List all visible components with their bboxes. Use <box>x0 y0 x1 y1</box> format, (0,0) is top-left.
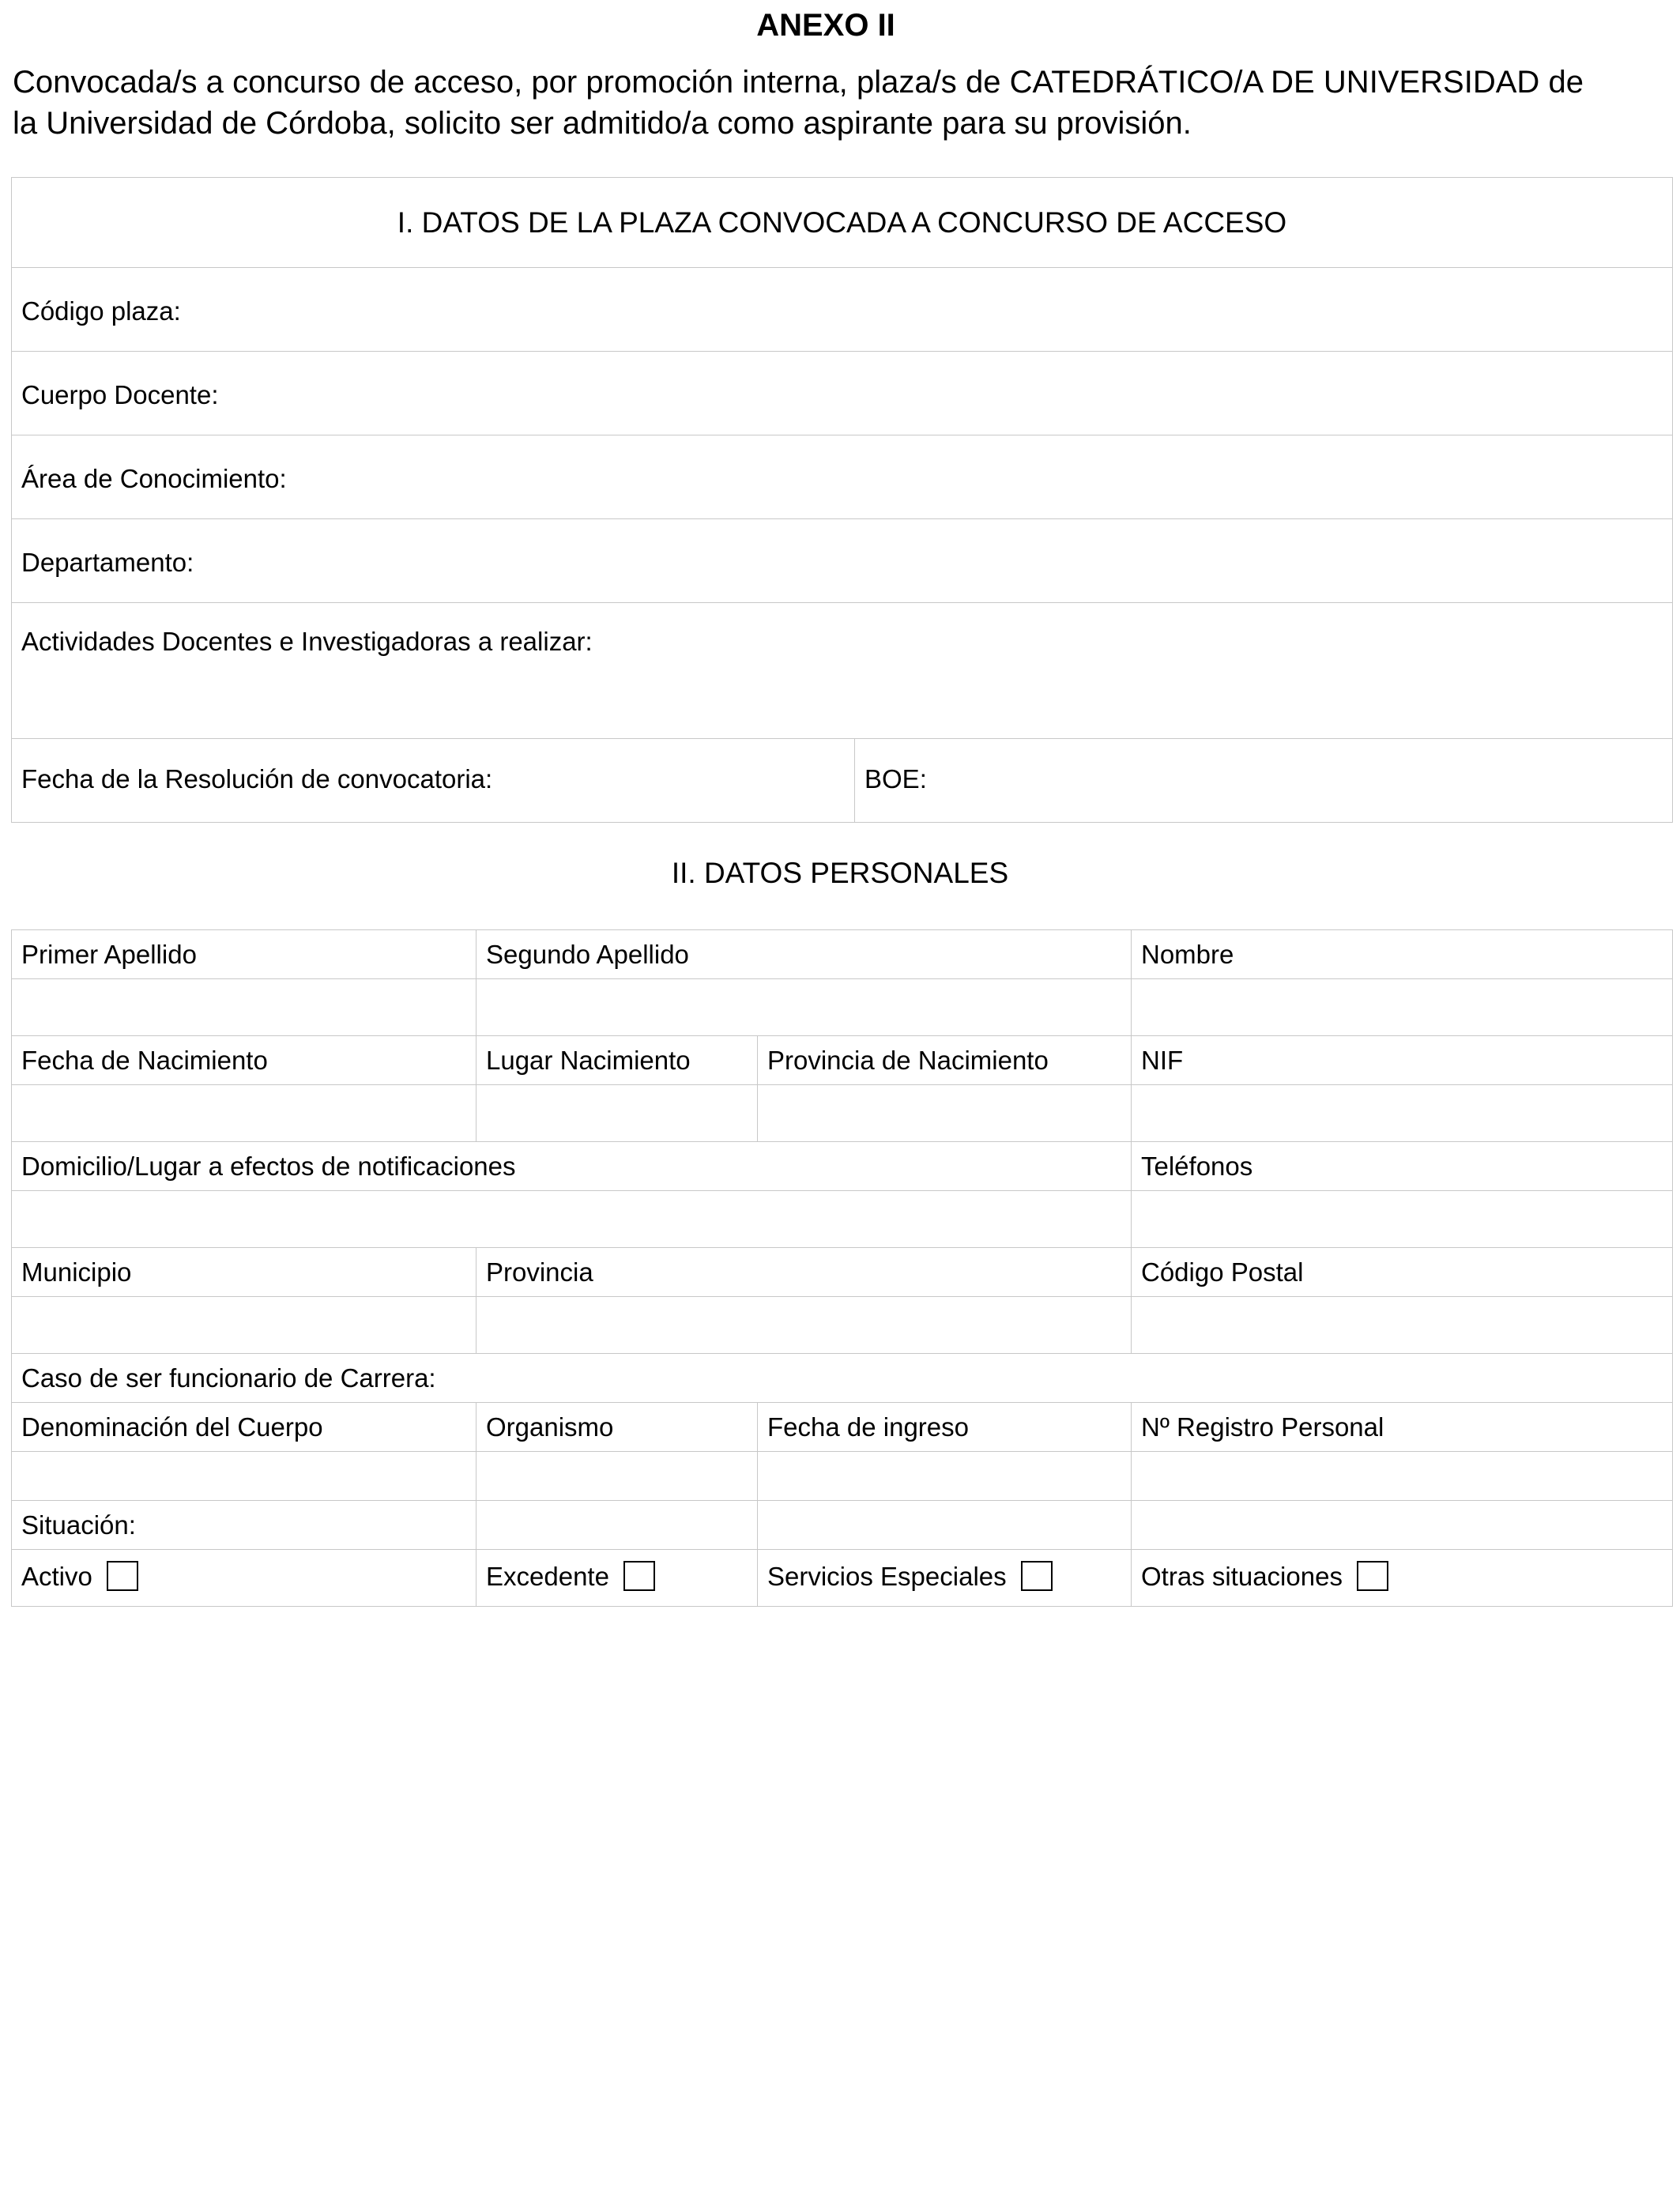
actividades-field[interactable]: Actividades Docentes e Investigadoras a realizar: <box>12 603 1673 739</box>
telefonos-label: Teléfonos <box>1132 1142 1673 1191</box>
situacion-empty-cell <box>477 1501 758 1550</box>
activo-checkbox[interactable] <box>107 1561 138 1591</box>
codigo-postal-label: Código Postal <box>1132 1248 1673 1297</box>
fecha-resolucion-field[interactable]: Fecha de la Resolución de convocatoria: <box>12 739 855 823</box>
denominacion-cuerpo-input[interactable] <box>12 1452 477 1501</box>
situacion-empty-cell <box>758 1501 1132 1550</box>
lugar-nacimiento-input[interactable] <box>477 1085 758 1142</box>
excedente-checkbox[interactable] <box>623 1561 655 1591</box>
section1-table <box>11 177 1673 823</box>
provincia-nacimiento-label: Provincia de Nacimiento <box>758 1036 1132 1085</box>
organismo-input[interactable] <box>477 1452 758 1501</box>
provincia-nacimiento-input[interactable] <box>758 1085 1132 1142</box>
nif-label: NIF <box>1132 1036 1673 1085</box>
servicios-especiales-label: Servicios Especiales <box>767 1562 1007 1592</box>
codigo-plaza-field[interactable]: Código plaza: <box>12 268 1673 352</box>
domicilio-input[interactable] <box>12 1191 1132 1248</box>
area-conocimiento-field[interactable]: Área de Conocimiento: <box>12 435 1673 519</box>
codigo-postal-input[interactable] <box>1132 1297 1673 1354</box>
registro-personal-input[interactable] <box>1132 1452 1673 1501</box>
funcionario-label: Caso de ser funcionario de Carrera: <box>12 1354 1673 1403</box>
provincia-input[interactable] <box>477 1297 1132 1354</box>
section2-heading: II. DATOS PERSONALES <box>671 857 1009 889</box>
primer-apellido-label: Primer Apellido <box>12 930 477 979</box>
lugar-nacimiento-label: Lugar Nacimiento <box>477 1036 758 1085</box>
situacion-label: Situación: <box>12 1501 477 1550</box>
situacion-empty-cell <box>1132 1501 1673 1550</box>
servicios-especiales-option <box>758 1550 1132 1607</box>
telefonos-input[interactable] <box>1132 1191 1673 1248</box>
excedente-label: Excedente <box>486 1562 609 1592</box>
registro-personal-label: Nº Registro Personal <box>1132 1403 1673 1452</box>
fecha-nacimiento-input[interactable] <box>12 1085 477 1142</box>
section1-heading: I. DATOS DE LA PLAZA CONVOCADA A CONCURSO DE ACCESO <box>12 178 1673 268</box>
boe-field[interactable]: BOE: <box>855 739 1673 823</box>
organismo-label: Organismo <box>477 1403 758 1452</box>
page-title: ANEXO II <box>756 8 895 43</box>
municipio-label: Municipio <box>12 1248 477 1297</box>
segundo-apellido-input[interactable] <box>477 979 1132 1036</box>
domicilio-label: Domicilio/Lugar a efectos de notificaciones <box>12 1142 1132 1191</box>
nombre-label: Nombre <box>1132 930 1673 979</box>
cuerpo-docente-field[interactable]: Cuerpo Docente: <box>12 352 1673 435</box>
fecha-nacimiento-label: Fecha de Nacimiento <box>12 1036 477 1085</box>
activo-label: Activo <box>21 1562 92 1592</box>
excedente-option <box>477 1550 758 1607</box>
intro-paragraph: Convocada/s a concurso de acceso, por promoción interna, plaza/s de CATEDRÁTICO/A DE UNIVERSIDAD de la Universidad de Córdoba, solicito ser admitido/a como aspirante para su provisión. <box>13 65 1584 141</box>
nombre-input[interactable] <box>1132 979 1673 1036</box>
fecha-ingreso-label: Fecha de ingreso <box>758 1403 1132 1452</box>
primer-apellido-input[interactable] <box>12 979 477 1036</box>
municipio-input[interactable] <box>12 1297 477 1354</box>
activo-option <box>12 1550 477 1607</box>
otras-situaciones-option <box>1132 1550 1673 1607</box>
nif-input[interactable] <box>1132 1085 1673 1142</box>
otras-situaciones-checkbox[interactable] <box>1357 1561 1388 1591</box>
denominacion-cuerpo-label: Denominación del Cuerpo <box>12 1403 477 1452</box>
otras-situaciones-label: Otras situaciones <box>1141 1562 1343 1592</box>
segundo-apellido-label: Segundo Apellido <box>477 930 1132 979</box>
departamento-field[interactable]: Departamento: <box>12 519 1673 603</box>
provincia-label: Provincia <box>477 1248 1132 1297</box>
servicios-especiales-checkbox[interactable] <box>1021 1561 1053 1591</box>
fecha-ingreso-input[interactable] <box>758 1452 1132 1501</box>
section2-table <box>11 929 1673 1607</box>
